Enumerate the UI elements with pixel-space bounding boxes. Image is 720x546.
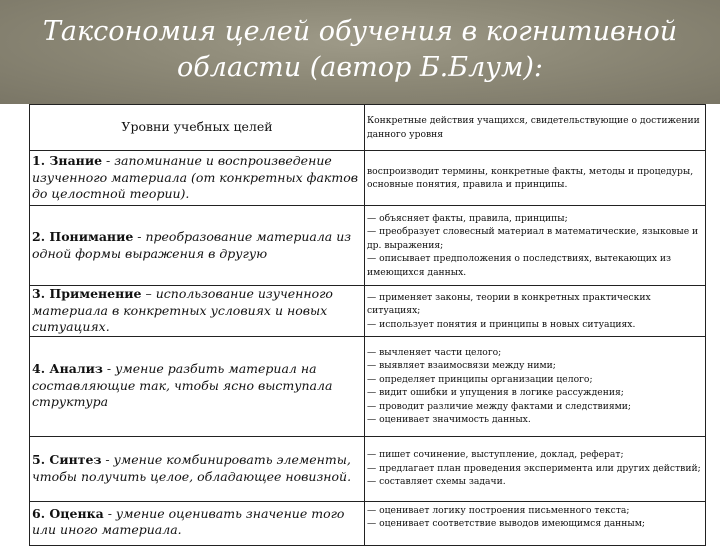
level-cell bbox=[30, 501, 365, 545]
level-cell bbox=[30, 336, 365, 436]
level-cell bbox=[30, 436, 365, 501]
slide-title bbox=[0, 14, 720, 86]
action-item: — преобразует словесный материал в математические, языковые и др. выражения; bbox=[367, 226, 699, 251]
table-row bbox=[30, 151, 706, 206]
action-item: — применяет законы, теории в конкретных практических ситуациях; bbox=[367, 291, 651, 316]
slide-title-line1: Таксономия целей обучения в когнитивной bbox=[42, 16, 678, 47]
level-name: 3. Применение bbox=[32, 286, 142, 301]
action-item: — оценивает соответствие выводов имеющимся данным; bbox=[367, 518, 645, 529]
action-item: — использует понятия и принципы в новых ситуациях. bbox=[367, 318, 636, 330]
level-name: 6. Оценка bbox=[32, 505, 104, 521]
header-levels-cell: Уровни учебных целей bbox=[30, 105, 365, 151]
title-banner bbox=[0, 0, 720, 104]
level-name: 2. Понимание bbox=[32, 229, 134, 244]
actions-cell bbox=[365, 206, 706, 286]
level-description: - умение комбинировать элементы, чтобы получить целое, обладающее новизной. bbox=[32, 452, 352, 484]
level-description: – использование изученного материала в конкретных условиях и новых ситуациях. bbox=[32, 286, 333, 334]
level-cell bbox=[30, 286, 365, 337]
action-item: — объясняет факты, правила, принципы; bbox=[367, 212, 568, 224]
level-description: - умение оценивать значение того или иного материала. bbox=[32, 505, 345, 537]
actions-cell bbox=[365, 151, 706, 206]
action-item: — составляет схемы задачи. bbox=[367, 476, 506, 488]
action-item: воспроизводит термины, конкретные факты, методы и процедуры, основные понятия, правила и принципы. bbox=[367, 165, 694, 190]
table-row bbox=[30, 286, 706, 337]
level-name: 1. Знание bbox=[32, 153, 103, 169]
actions-cell bbox=[365, 286, 706, 337]
action-item: — оценивает значимость данных. bbox=[367, 414, 531, 425]
table-row bbox=[30, 206, 706, 286]
action-item: — пишет сочинение, выступление, доклад, реферат; bbox=[367, 449, 624, 461]
slide-title-line2: области (автор Б.Блум): bbox=[177, 52, 543, 83]
level-cell bbox=[30, 206, 365, 286]
level-description: - запоминание и воспроизведение изученного материала (от конкретных фактов до целостной теории). bbox=[32, 153, 359, 202]
level-cell bbox=[30, 151, 365, 206]
table-row bbox=[30, 336, 706, 436]
action-item: — проводит различие между фактами и следствиями; bbox=[367, 400, 632, 412]
taxonomy-table bbox=[29, 104, 706, 546]
table-row bbox=[30, 436, 706, 501]
table-header-row bbox=[30, 105, 706, 151]
action-item: — определяет принципы организации целого; bbox=[367, 373, 593, 385]
actions-cell bbox=[365, 501, 706, 545]
header-actions-cell: Конкретные действия учащихся, свидетельствующие о достижении данного уровня bbox=[365, 105, 706, 151]
level-description: - умение разбить материал на составляющие так, чтобы ясно выступала структура bbox=[32, 361, 333, 410]
action-item: — оценивает логику построения письменного текста; bbox=[367, 504, 630, 516]
level-name: 5. Синтез bbox=[32, 452, 102, 467]
action-item: — видит ошибки и упущения в логике рассуждения; bbox=[367, 387, 624, 398]
actions-cell bbox=[365, 336, 706, 436]
action-item: — предлагает план проведения эксперимента или других действий; bbox=[367, 462, 701, 474]
action-item: — выявляет взаимосвязи между ними; bbox=[367, 360, 556, 371]
action-item: — описывает предположения о последствиях, вытекающих из имеющихся данных. bbox=[367, 253, 672, 278]
level-description: - преобразование материала из одной формы выражения в другую bbox=[32, 229, 352, 261]
level-name: 4. Анализ bbox=[32, 361, 103, 377]
table-row bbox=[30, 501, 706, 545]
action-item: — вычленяет части целого; bbox=[367, 346, 502, 358]
actions-cell bbox=[365, 436, 706, 501]
